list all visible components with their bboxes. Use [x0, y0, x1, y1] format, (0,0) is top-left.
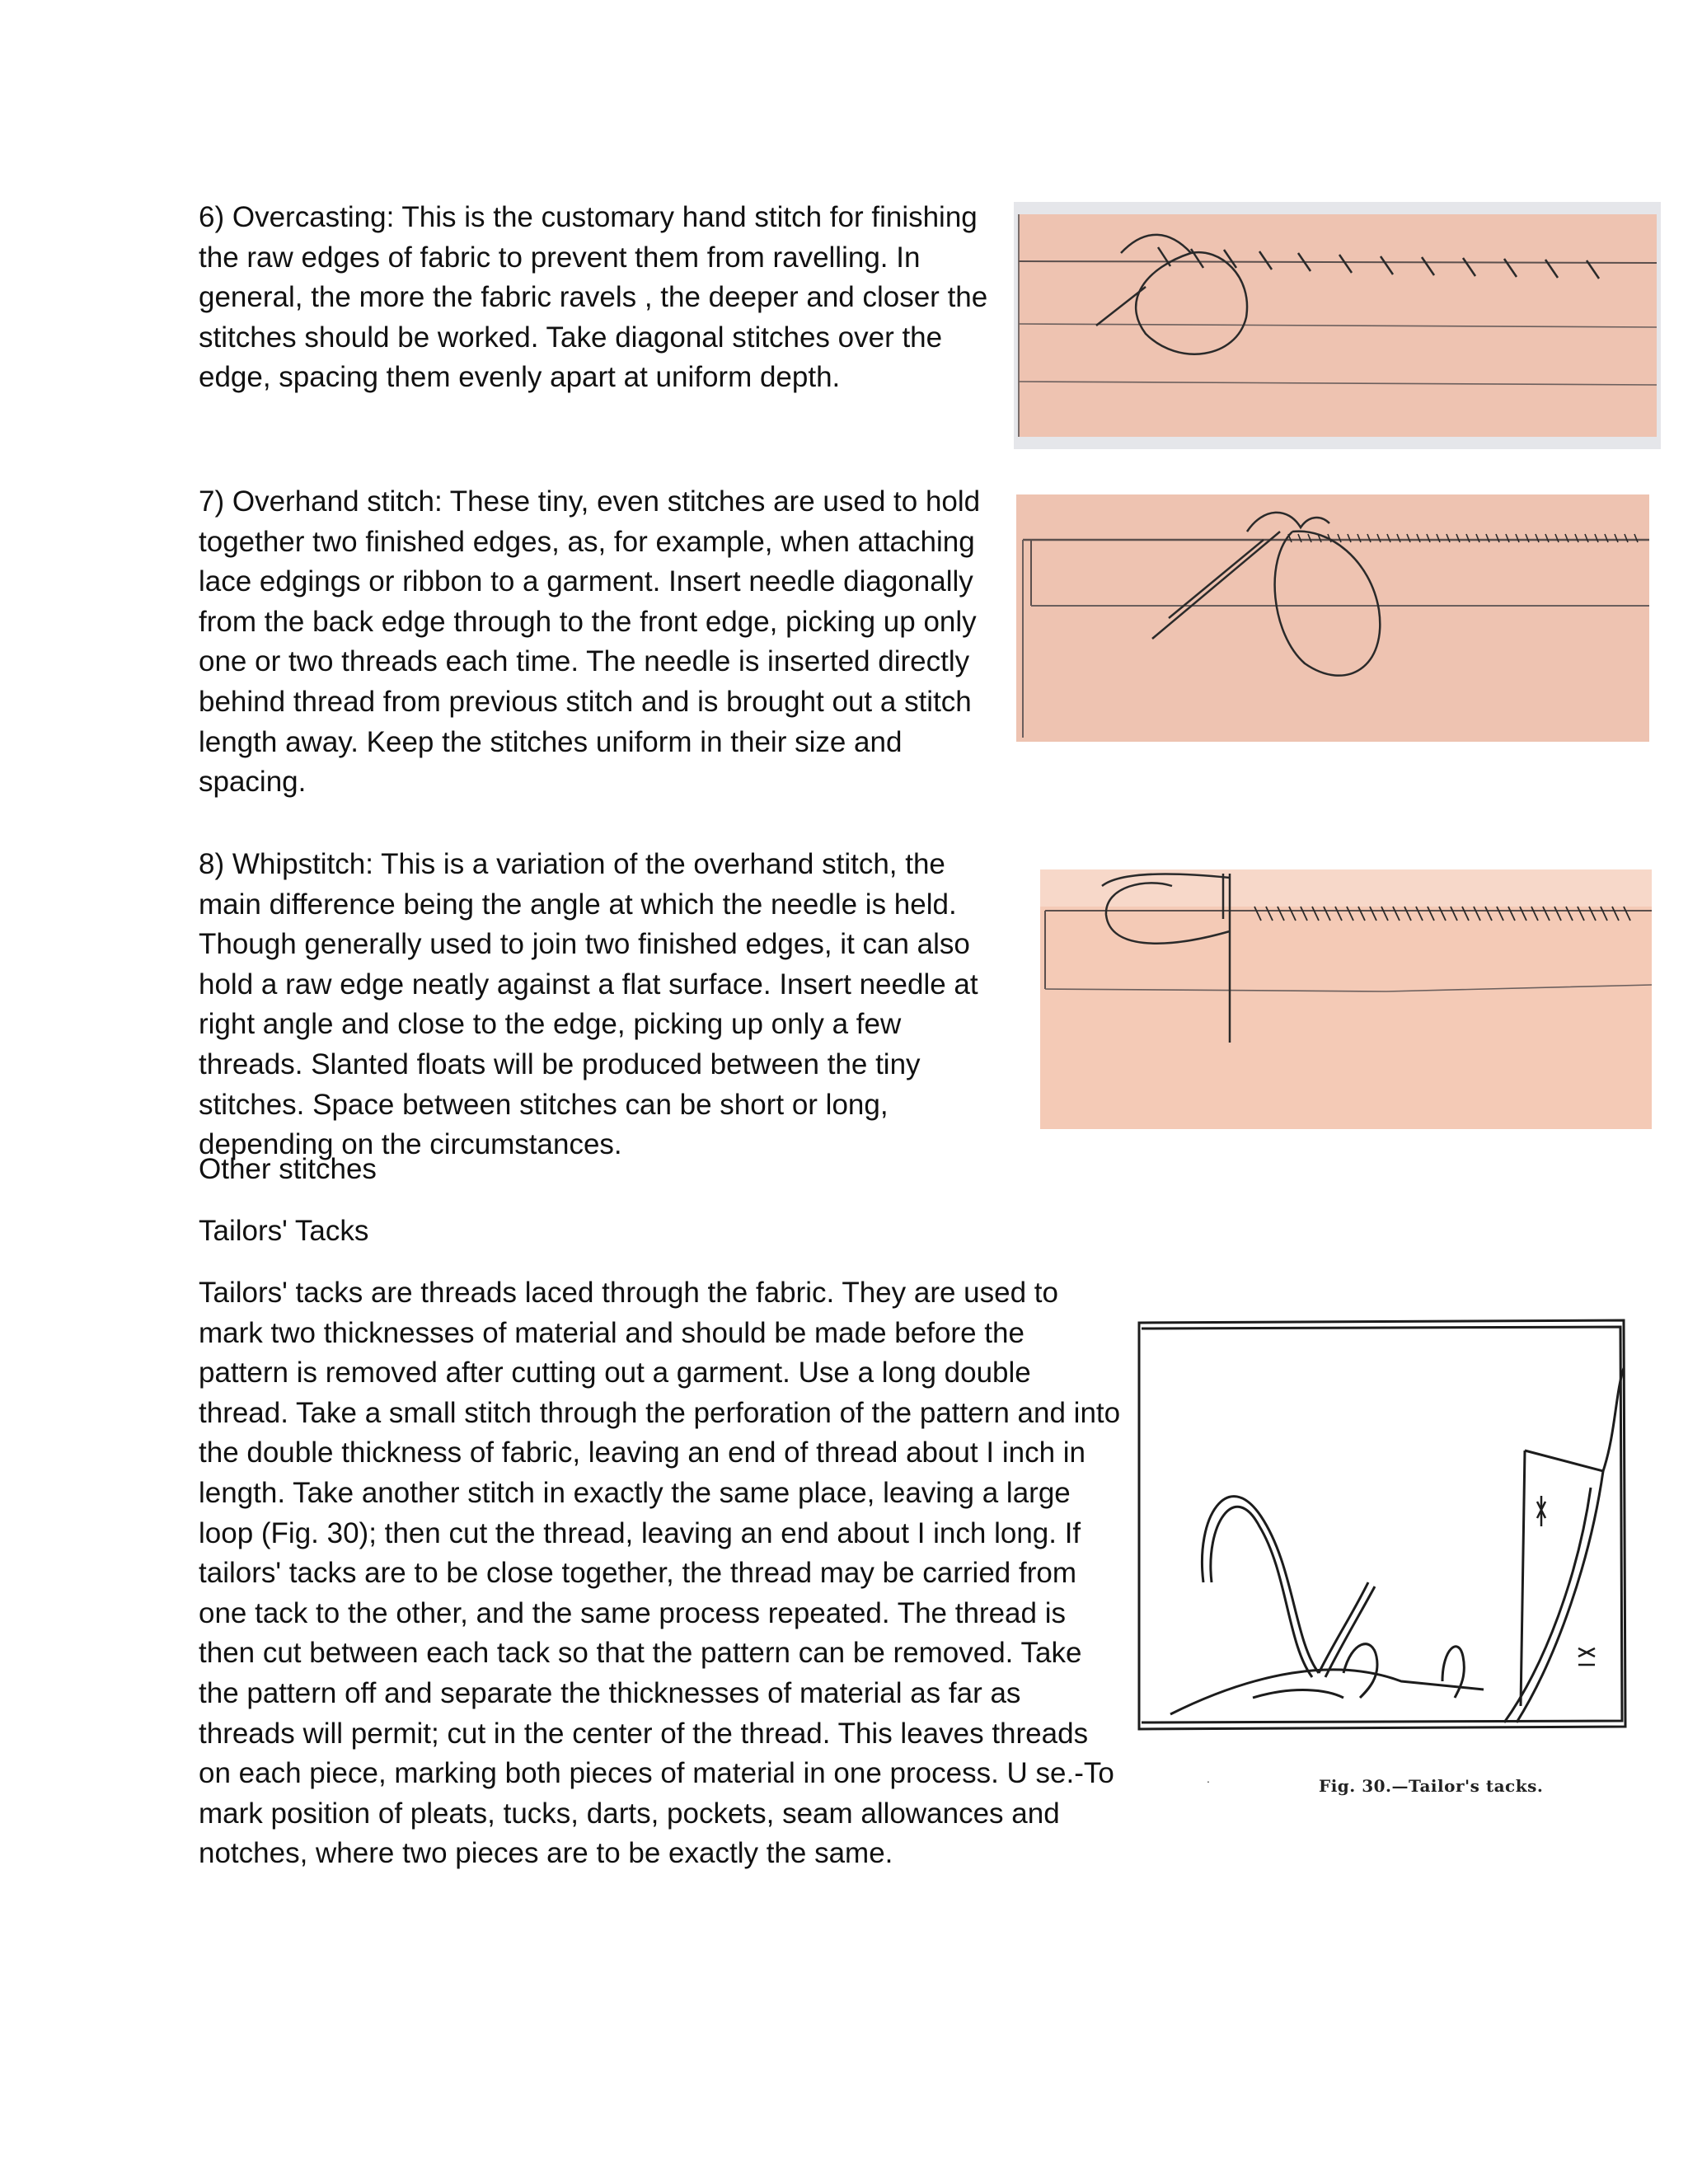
figure-dot: . [1207, 1772, 1210, 1785]
other-stitches-heading: Other stitches [199, 1153, 377, 1185]
figure-caption: Fig. 30.—Tailor's tacks. [1319, 1776, 1544, 1796]
overhand-stitch-paragraph: 7) Overhand stitch: These tiny, even stitches are used to hold together two finished edges, as, for example, when attaching lace edgings or ribbon to a garment. Insert needle diagonally from the back edge through to the front edge, picking up only one or two threads each time. The needle is inserted directly behind thread from previous stitch and is brought out a stitch length away. Keep the stitches uniform in their size and spacing. [199, 485, 981, 799]
overcasting-paragraph: 6) Overcasting: This is the customary hand stitch for finishing the raw edges of fabric to prevent them from ravelling. In general, the more the fabric ravels , the deeper and closer the stitches should be worked. Take diagonal stitches over the edge, spacing them evenly apart at uniform depth. [199, 201, 988, 394]
tailors-tacks-heading: Tailors' Tacks [199, 1215, 369, 1247]
overhand-stitch-illustration [1016, 494, 1649, 742]
tailors-tacks-paragraph: Tailors' tacks are threads laced through the fabric. They are used to mark two thicknesses of material and should be made before the pattern is removed after cutting out a garment. Use a long double thread. Take a small stitch through the perforation of the pattern and into the double thickness of fabric, leaving an end of thread about I inch in length. Take another stitch in exactly the same place, leaving a large loop (Fig. 30); then cut the thread, leaving an end about I inch long. If tailors' tacks are to be close together, the thread may be carried from one tack to the other, and the same process repeated. The thread is then cut between each tack so that the pattern can be removed. Take the pattern off and separate the thicknesses of material as far as threads will permit; cut in the center of the thread. This leaves threads on each piece, marking both pieces of material in one process. U se.-To mark position of pleats, tucks, darts, pockets, seam allowances and notches, where two pieces are to be exactly the same. [199, 1277, 1121, 1870]
overcasting-illustration [1014, 202, 1661, 449]
whipstitch-illustration [1040, 869, 1652, 1129]
whipstitch-paragraph: 8) Whipstitch: This is a variation of the overhand stitch, the main difference being the angle at which the needle is held. Though generally used to join two finished edges, it can also hold a raw edge neatly against a flat surface. Insert needle at right angle and close to the edge, picking up only a few threads. Slanted floats will be produced between the tiny stitches. Space between stitches can be short or long, depending on the circumstances. [199, 848, 978, 1161]
tailors-tacks-illustration [1129, 1310, 1640, 1743]
